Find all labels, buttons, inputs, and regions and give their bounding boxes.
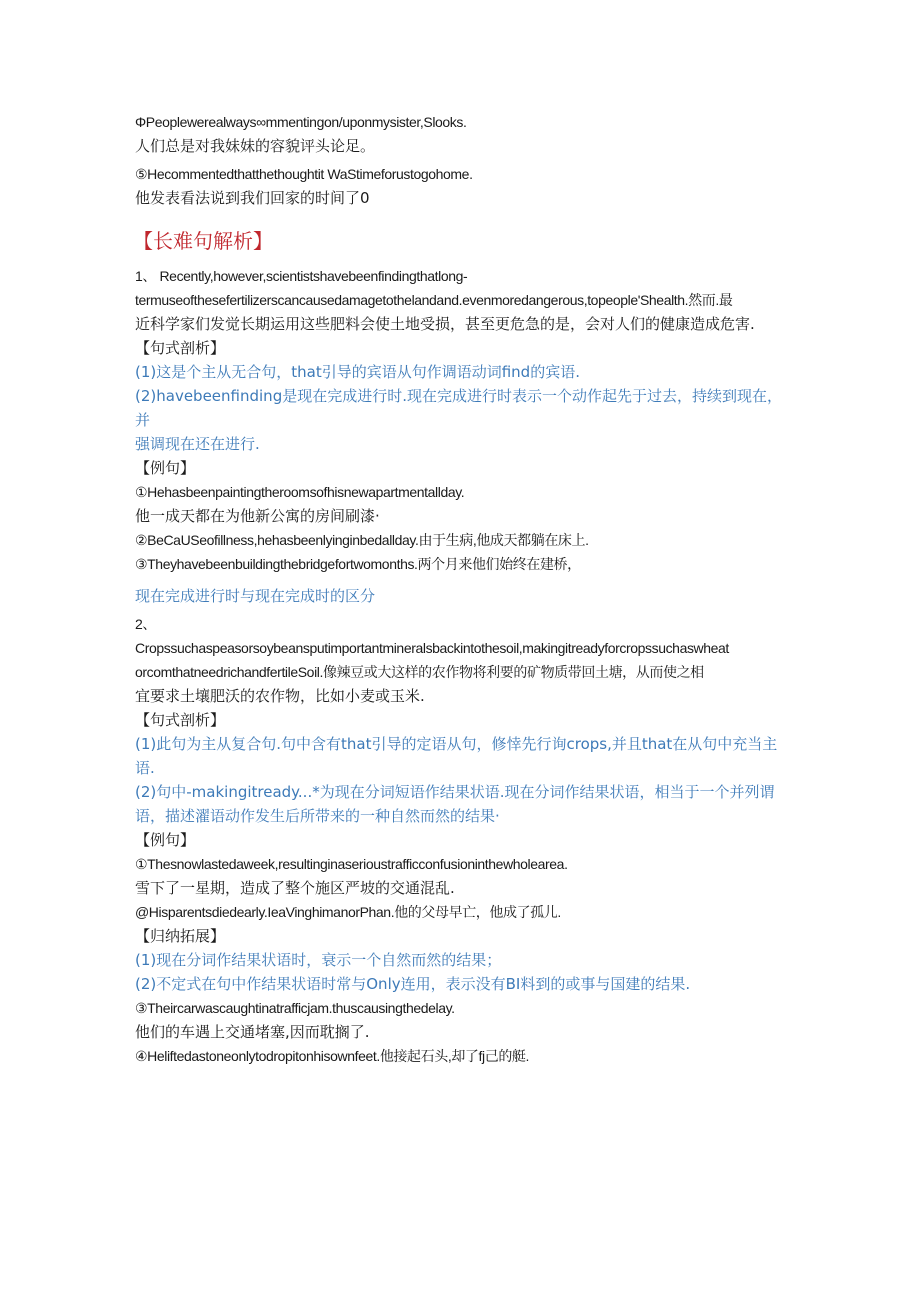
example-4: ④Heliftedastoneonlytodropitonhisownfeet.他接起石头,却了fj己的艇. bbox=[135, 1048, 530, 1064]
example-1-chinese: 雪下了一星期，造成了整个施区严坡的交通混乱. bbox=[135, 879, 455, 897]
example-3-chinese: 他们的车遇上交通堵塞,因而耽搁了. bbox=[135, 1023, 370, 1041]
summary-point-1: (1)现在分词作结果状语时，衰示一个自然而然的结果； bbox=[135, 951, 502, 969]
comparison-heading: 现在完成进行时与现在完成时的区分 bbox=[135, 587, 376, 605]
analysis-point-2-cont: 强调现在还在进行. bbox=[135, 435, 260, 453]
sentence-1-line-3: 近科学家们发觉长期运用这些肥料会使土地受损，甚至更危急的是，会对人们的健康造成危害. bbox=[135, 315, 755, 333]
example-1-english: ①Hehasbeenpaintingtheroomsofhisnewapartmentallday. bbox=[135, 484, 465, 500]
examples-label: 【例句】 bbox=[135, 831, 196, 849]
analysis-point-1-cont: 语. bbox=[135, 759, 155, 777]
example-3-english: ③Theircarwascaughtinatrafficjam.thuscausingthedelay. bbox=[135, 1000, 455, 1016]
example-2: @Hisparentsdiedearly.IeaVinghimanorPhan.他的父母早亡，他成了孤儿. bbox=[135, 904, 561, 920]
sentence-1-line-2: termuseofthesefertilizerscancausedamagetothelandand.evenmoredangerous,topeople'Shealth.然而.最 bbox=[135, 292, 733, 308]
section-title: 【长难句解析】 bbox=[133, 229, 273, 253]
example-2: ②BeCaUSeofillness,hehasbeenlyinginbedallday.由于生病,他成天都躺在床上. bbox=[135, 532, 589, 548]
summary-point-2: (2)不定式在句中作结果状语时常与Only连用，表示没有BI料到的或事与国建的结果. bbox=[135, 975, 691, 993]
example-5-english: ⑤Hecommentedthatthethoughtit WaStimeforustogohome. bbox=[135, 166, 473, 182]
example-4-english: ΦPeoplewerealways∞mmentingon/uponmysister,Slooks. bbox=[135, 114, 467, 130]
analysis-label: 【句式剖析】 bbox=[135, 339, 226, 357]
analysis-point-1: (1)此句为主从复合句.句中含有that引导的定语从句，修悻先行询crops,并且that在从句中充当主 bbox=[135, 735, 778, 753]
sentence-2-line-1: Cropssuchaspeasorsoybeansputimportantmineralsbackintothesoil,makingitreadyforcropssuchaswheat bbox=[135, 640, 729, 656]
example-3: ③Theyhavebeenbuildingthebridgefortwomonths.两个月来他们始终在建桥， bbox=[135, 556, 581, 572]
example-1-chinese: 他一成天都在为他新公寓的房间刷漆· bbox=[135, 507, 380, 525]
analysis-point-2: (2)havebeenfinding是现在完成进行时.现在完成进行时表示一个动作起先于过去，持续到现在，并 bbox=[135, 387, 782, 429]
analysis-point-1: (1)这是个主从无合句，that引导的宾语从句作调语动词find的宾语. bbox=[135, 363, 580, 381]
analysis-label: 【句式剖析】 bbox=[135, 711, 226, 729]
example-4-chinese: 人们总是对我妹妹的容貌评头论足。 bbox=[135, 137, 376, 155]
sentence-1-line-1: 1、 Recently,however,scientistshavebeenfindingthatlong- bbox=[135, 268, 468, 284]
analysis-point-2: (2)句中-makingitready...*为现在分词短语作结果状语.现在分词作结果状语，相当于一个并列谓 bbox=[135, 783, 775, 801]
examples-label: 【例句】 bbox=[135, 459, 196, 477]
document-page bbox=[135, 110, 785, 1068]
analysis-point-2-cont: 语，描述濯语动作发生后所带来的一种自然而然的结果· bbox=[135, 807, 500, 825]
sentence-1-block bbox=[135, 264, 785, 608]
sentence-2-block bbox=[135, 612, 785, 1068]
example-1-english: ①Thesnowlastedaweek,resultinginaserioustrafficconfusioninthewholearea. bbox=[135, 856, 568, 872]
sentence-2-line-2: orcomthatneedrichandfertileSoil.像辣豆或大这样的农作物将利要的矿物质带回土塘，从而使之相 bbox=[135, 664, 704, 680]
summary-label: 【归纳拓展】 bbox=[135, 927, 226, 945]
sentence-2-number: 2、 bbox=[135, 616, 156, 632]
sentence-2-line-3: 宜要求土壤肥沃的农作物，比如小麦或玉米. bbox=[135, 687, 425, 705]
example-5-chinese: 他发表看法说到我们回家的时间了0 bbox=[135, 189, 370, 207]
